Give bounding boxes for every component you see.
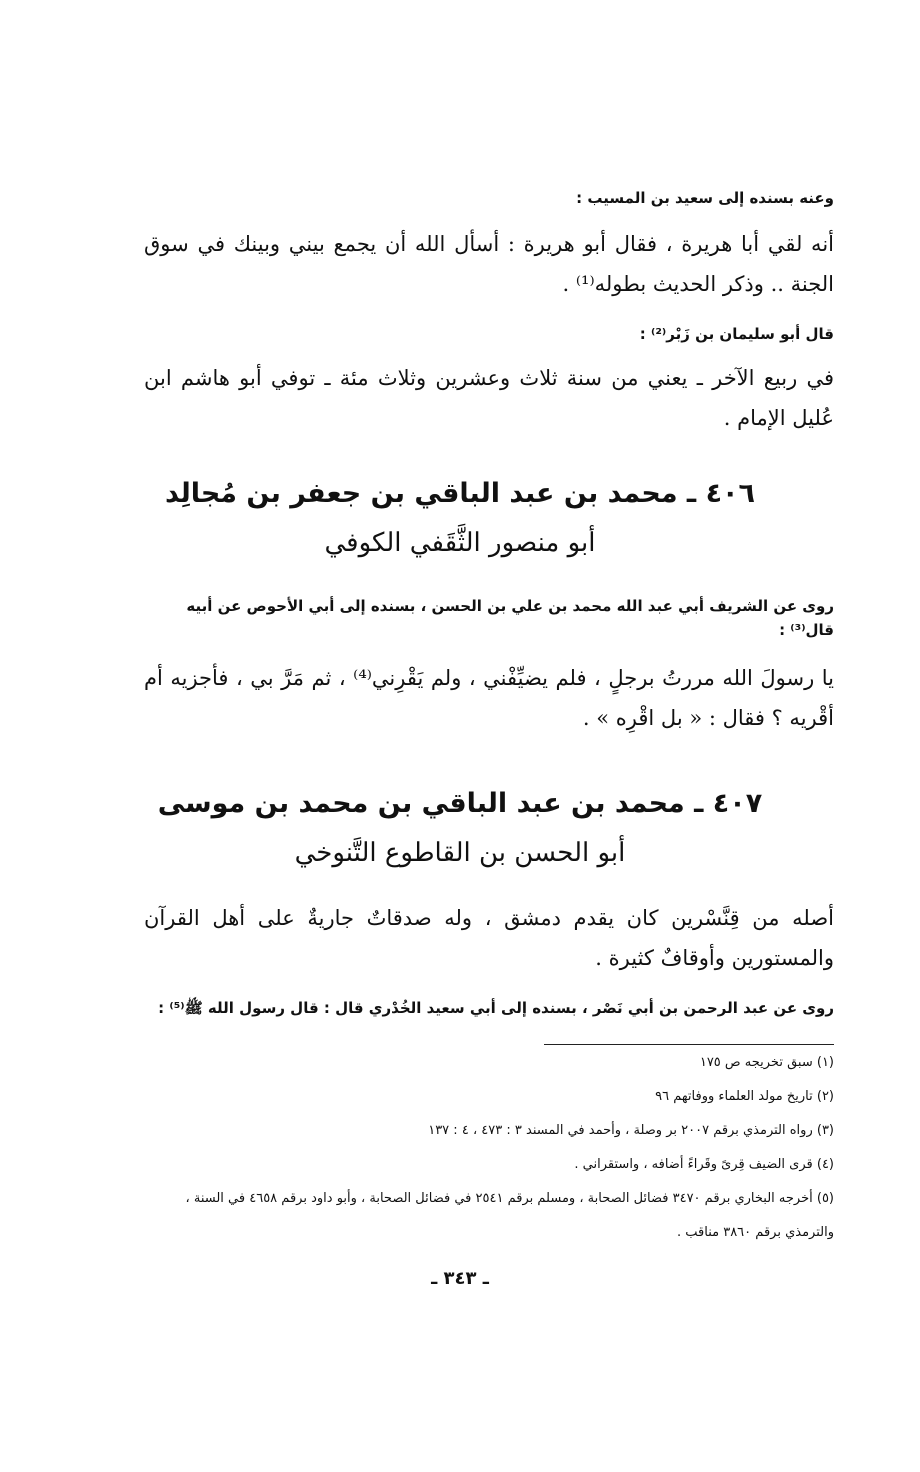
footnote-1: (١) سبق تخريجه ص ١٧٥ <box>699 1055 834 1070</box>
footnote-4: (٤) قرى الضيف قِرىً وقَراءً أضافه ، واستقراني . <box>574 1157 834 1172</box>
narration-text-3: يا رسولَ الله مررتُ برجلٍ ، فلم يضيِّفْني ، ولم يَقْرِني⁽⁴⁾ ، ثم مَرَّ بي ، فأجزيه أم أقْريه ؟ فقال : « بل اقْرِه » . <box>144 666 834 730</box>
narration-intro-2: قال أبو سليمان بن زَبْر⁽²⁾ : <box>639 325 834 343</box>
entry-407-title: ٤٠٧ ـ محمد بن عبد الباقي بن محمد بن موسى <box>157 788 763 819</box>
page-number: ـ ٣٤٣ ـ <box>431 1268 489 1289</box>
narration-text-2: في ربيع الآخر ـ يعني من سنة ثلاث وعشرين وثلاث مئة ـ توفي أبو هاشم ابن عُليل الإمام . <box>144 366 834 430</box>
narration-intro-3: روى عن الشريف أبي عبد الله محمد بن علي بن الحسن ، بسنده إلى أبي الأحوص عن أبيه قال⁽³⁾ : <box>186 597 834 639</box>
footnote-3: (٣) رواه الترمذي برقم ٢٠٠٧ بر وصلة ، وأحمد في المسند ٣ : ٤٧٣ ، ٤ : ١٣٧ <box>428 1123 834 1138</box>
footnote-separator <box>544 1044 834 1045</box>
entry-406-subtitle: أبو منصور الثَّقَفي الكوفي <box>324 528 596 558</box>
narration-intro-5: روى عن عبد الرحمن بن أبي نَصْر ، بسنده إلى أبي سعيد الخُدْري قال : قال رسول الله ﷺ⁽⁵⁾ : <box>158 999 834 1017</box>
narration-intro-1: وعنه بسنده إلى سعيد بن المسيب : <box>576 189 834 207</box>
footnote-2: (٢) تاريخ مولد العلماء ووفاتهم ٩٦ <box>655 1089 834 1104</box>
entry-406-title: ٤٠٦ ـ محمد بن عبد الباقي بن جعفر بن مُجالِد <box>164 478 756 509</box>
entry-407-subtitle: أبو الحسن بن القاطوع التَّنوخي <box>294 838 626 868</box>
narration-text-1: أنه لقي أبا هريرة ، فقال أبو هريرة : أسأل الله أن يجمع بيني وبينك في سوق الجنة .. وذكر الحديث بطوله⁽¹⁾ . <box>144 232 834 296</box>
footnote-5: (٥) أخرجه البخاري برقم ٣٤٧٠ فضائل الصحابة ، ومسلم برقم ٢٥٤١ في فضائل الصحابة ، وأبو داود برقم ٤٦٥٨ في السنة ، والترمذي برقم ٣٨٦٠ مناقب . <box>185 1191 834 1240</box>
narration-text-4: أصله من قِنَّسْرين كان يقدم دمشق ، وله صدقاتٌ جاريةٌ على أهل القرآن والمستورين وأوقافٌ كثيرة . <box>144 906 834 970</box>
